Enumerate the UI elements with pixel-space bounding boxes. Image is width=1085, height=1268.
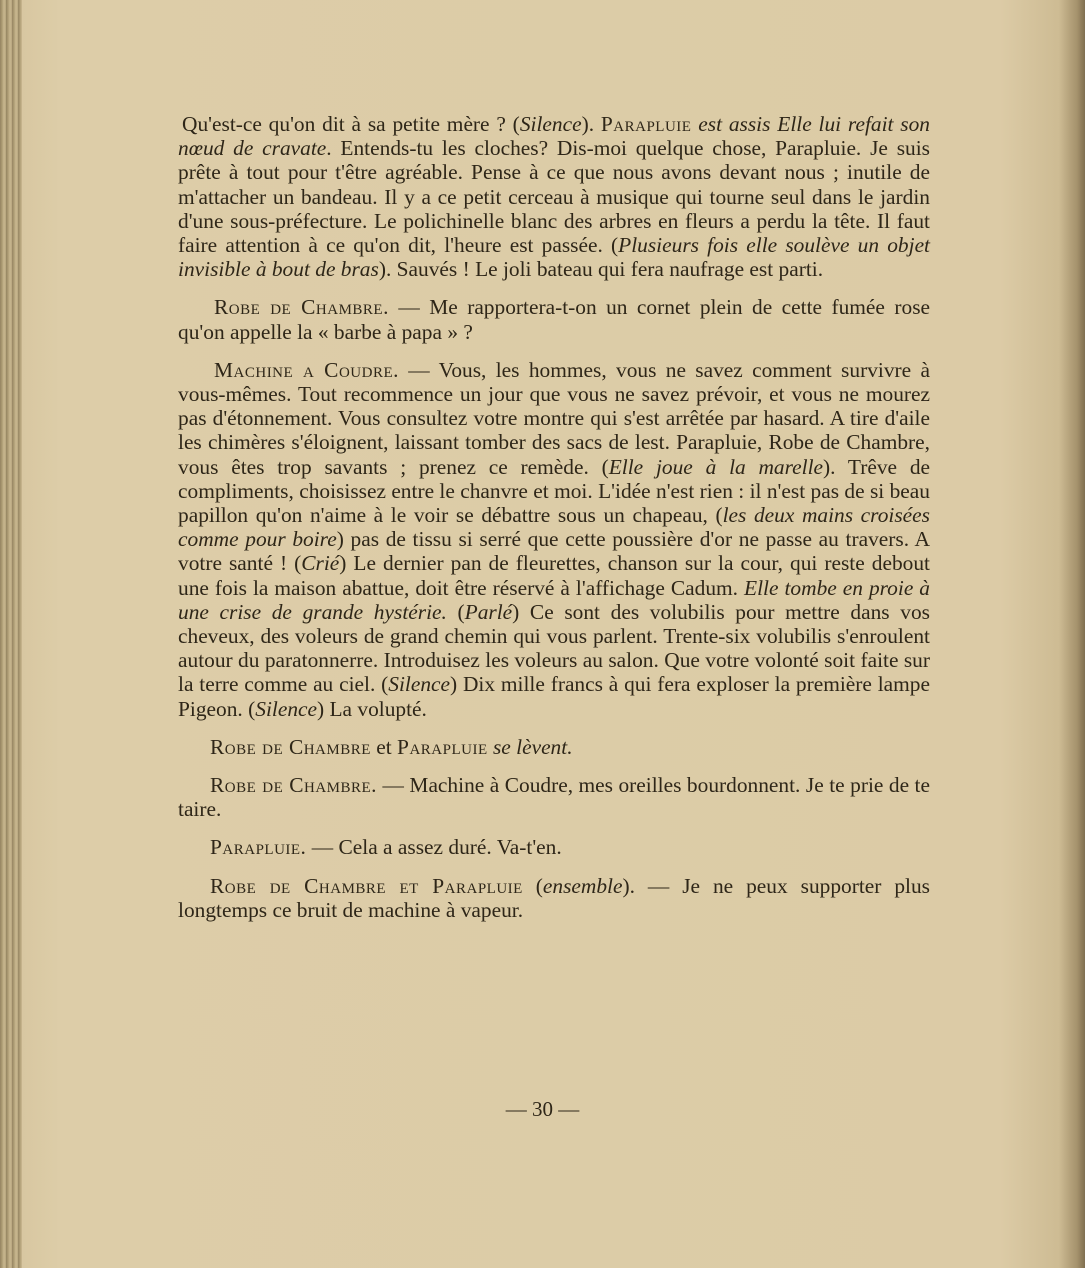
speaker-name: Robe de Chambre. [214, 295, 389, 320]
speaker-name: Parapluie. [210, 835, 307, 860]
speaker-name: Parapluie [600, 112, 692, 136]
speaker-name: Machine a Coudre. [214, 357, 399, 382]
speaker-name: Robe de Chambre [210, 734, 371, 759]
speaker-name: Robe de Chambre et Parapluie [210, 873, 523, 898]
page-body-text [178, 112, 930, 922]
stage-direction: Plusieurs fois elle soulève un objet invisible à bout de bras [178, 233, 931, 282]
paragraph-1: Qu'est-ce qu'on dit à sa petite mère ? (Silence). Parapluie est assis Elle lui refait son nœud de cravate. Entends-tu les cloches? Dis-moi quelque chose, Parapluie. Je suis prête à tout pour t'être agréable. Pense à ce que nous avons devant nous ; inutile de m'attacher un bandeau. Il y a ce petit cerceau à musique qui tourne seul dans le jardin d'une sous-préfecture. Le polichinelle blanc des arbres en fleurs a perdu la tête. Il faut faire attention à ce qu'on dit, l'heure est passée. (Plusieurs fois elle soulève un objet invisible à bout de bras). Sauvés ! Le joli bateau qui fera naufrage est parti. [178, 112, 931, 282]
stage-direction: se lèvent. [492, 734, 573, 759]
paragraph-2: Robe de Chambre. — Me rapportera-t-on un cornet plein de cette fumée rose qu'on appelle la « barbe à papa » ? [178, 295, 931, 344]
speaker-name: Parapluie [397, 734, 488, 759]
paragraph-5: Robe de Chambre. — Machine à Coudre, mes oreilles bourdonnent. Je te prie de te taire. [178, 773, 930, 822]
stage-direction: est assis Elle lui refait son nœud de cravate [178, 112, 931, 161]
page-edge-shadow [1059, 0, 1085, 1268]
paragraph-4: Robe de Chambre et Parapluie se lèvent. [210, 734, 573, 759]
book-spine [0, 0, 22, 1268]
speaker-name: Robe de Chambre. [210, 773, 378, 798]
paragraph-6: Parapluie. — Cela a assez duré. Va-t'en. [210, 835, 562, 860]
paragraph-7: Robe de Chambre et Parapluie (ensemble). — Je ne peux supporter plus longtemps ce bruit de machine à vapeur. [178, 873, 931, 922]
page-number: — 30 — [505, 1097, 580, 1121]
paragraph-3: Machine a Coudre. — Vous, les hommes, vous ne savez comment survivre à vous-mêmes. Tout recommence un jour que vous ne savez prévoir, et vous ne mourez pas d'étonnement. Vous consultez votre montre qui s'est arrêtée par hasard. A tire d'aile les chimères s'éloignent, laissant tomber des sacs de lest. Parapluie, Robe de Chambre, vous êtes trop savants ; prenez ce remède. (Elle joue à la marelle). Trêve de compliments, choisissez entre le chanvre et moi. L'idée n'est rien : il n'est pas de si beau papillon qu'on n'aime à le voir se débattre sous un chapeau, (les deux mains croisées comme pour boire) pas de tissu si serré que cette poussière d'or ne passe au travers. A votre santé ! (Crié) Le dernier pan de fleurettes, chanson sur la cour, qui reste debout une fois la maison abattue, doit être réservé à l'affichage Cadum. Elle tombe en proie à une crise de grande hystérie. (Parlé) Ce sont des volubilis pour mettre dans vos cheveux, des voleurs de grand chemin qui vous parlent. Trente-six volubilis s'enroulent autour du paratonnerre. Introduisez les voleurs au salon. Que votre volonté soit faite sur la terre comme au ciel. (Silence) Dix mille francs à qui fera exploser la première lampe Pigeon. (Silence) La volupté. [178, 357, 931, 721]
